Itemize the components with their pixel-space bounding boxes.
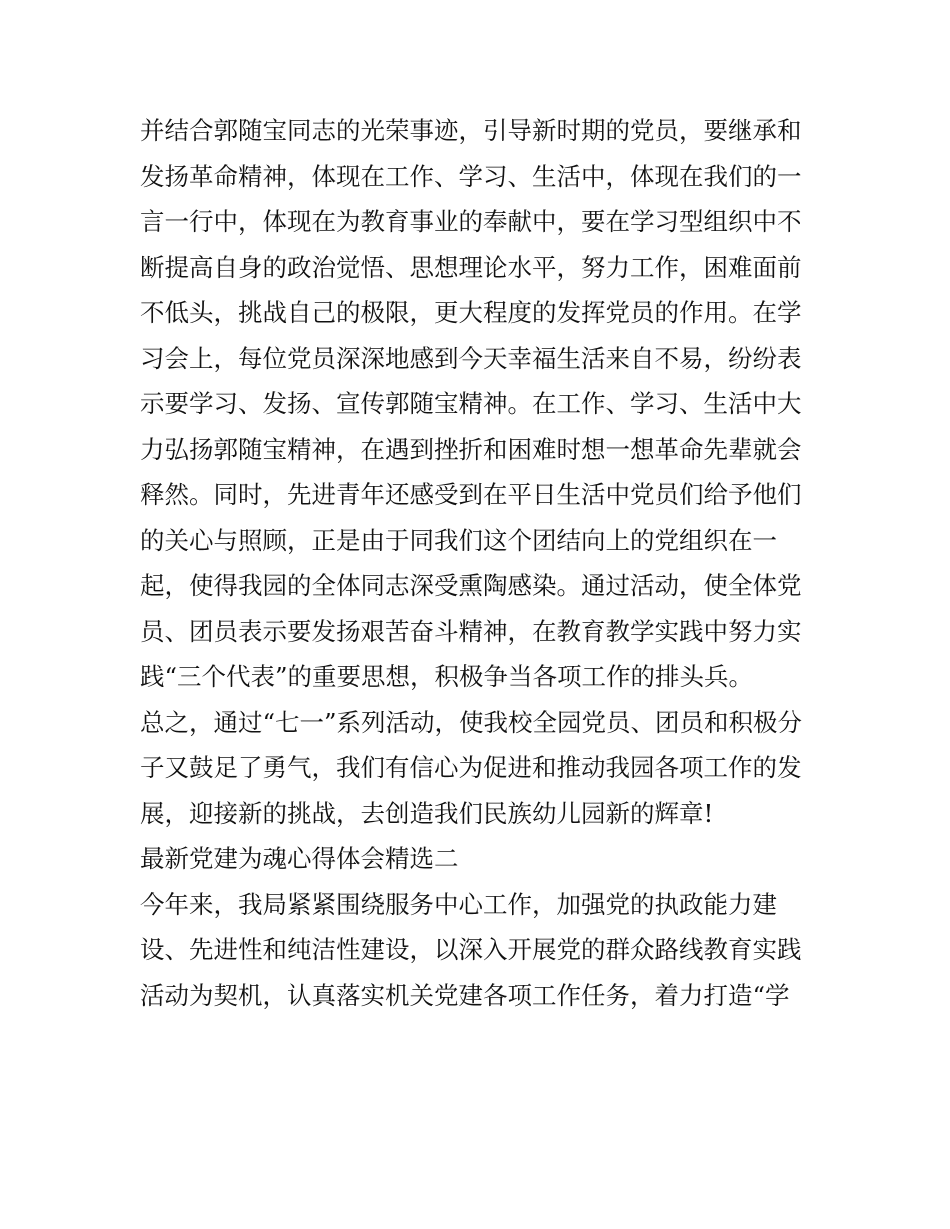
text-line: 断提高自身的政治觉悟、思想理论水平，努力工作，困难面前 (140, 252, 802, 282)
text-line: 的关心与照顾，正是由于同我们这个团结向上的党组织在一 (140, 525, 777, 555)
text-line: 发扬革命精神，体现在工作、学习、生活中，体现在我们的一 (140, 161, 802, 191)
text-line: 总之，通过“七一”系列活动，使我校全园党员、团员和积极分 (140, 707, 803, 737)
text-line: 言一行中，体现在为教育事业的奉献中，要在学习型组织中不 (140, 207, 802, 236)
text-line: 释然。同时，先进青年还感受到在平日生活中党员们给予他们 (140, 480, 802, 509)
text-line: 示要学习、发扬、宣传郭随宝精神。在工作、学习、生活中大 (140, 389, 802, 418)
text-line: 今年来，我局紧紧围绕服务中心工作，加强党的执政能力建 (140, 889, 777, 919)
text-line: 起，使得我园的全体同志深受熏陶感染。通过活动，使全体党 (140, 571, 802, 600)
text-line: 子又鼓足了勇气，我们有信心为促进和推动我园各项工作的发 (140, 753, 802, 782)
text-line: 力弘扬郭随宝精神，在遇到挫折和困难时想一想革命先辈就会 (140, 434, 802, 464)
text-line: 员、团员表示要发扬艰苦奋斗精神，在教育教学实践中努力实 (140, 616, 802, 646)
text-line: 并结合郭随宝同志的光荣事迹，引导新时期的党员，要继承和 (140, 116, 802, 145)
text-line: 活动为契机，认真落实机关党建各项工作任务，着力打造“学 (140, 980, 790, 1010)
body-text (140, 108, 820, 1018)
text-line: 不低头，挑战自己的极限，更大程度的发挥党员的作用。在学 (140, 298, 802, 327)
text-line: 展，迎接新的挑战，去创造我们民族幼儿园新的辉章! (140, 798, 714, 828)
text-line: 习会上，每位党员深深地感到今天幸福生活来自不易，纷纷表 (140, 343, 802, 373)
text-line: 设、先进性和纯洁性建设，以深入开展党的群众路线教育实践 (140, 935, 802, 964)
text-line: 践“三个代表”的重要思想，积极争当各项工作的排头兵。 (140, 662, 754, 691)
section-heading: 最新党建为魂心得体会精选二 (140, 844, 459, 873)
